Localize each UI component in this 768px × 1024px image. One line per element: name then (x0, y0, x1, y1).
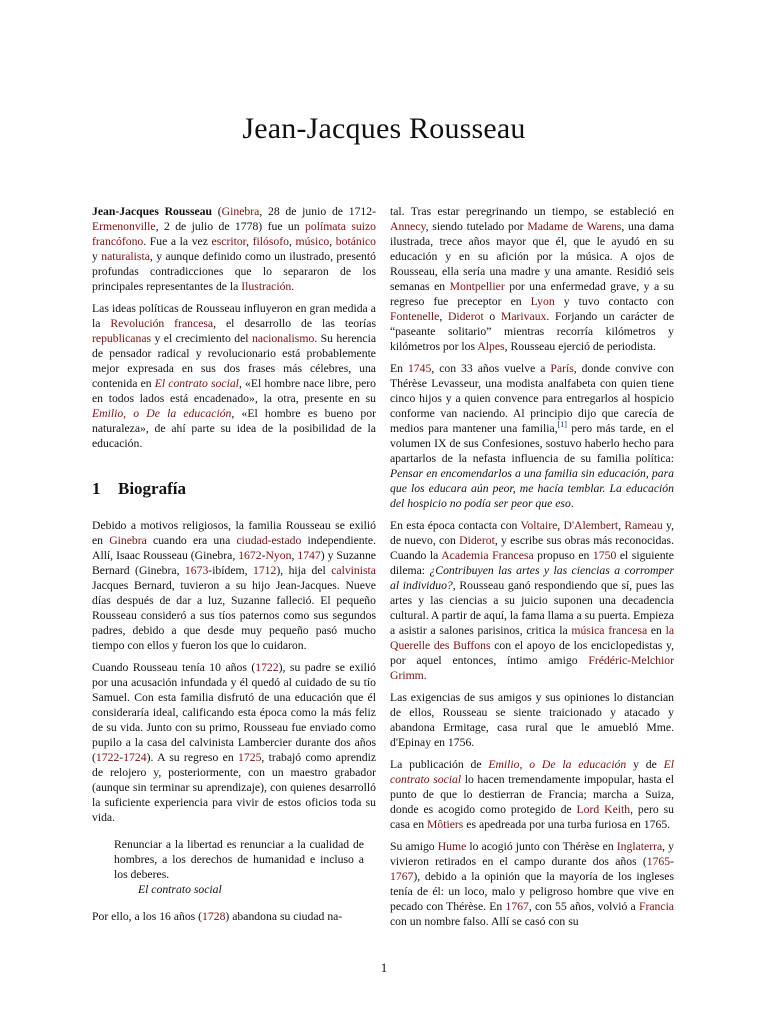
link-inglaterra[interactable]: Inglaterra (616, 840, 663, 853)
biography-paragraph-4: tal. Tras estar peregrinando un tiempo, se estableció en Annecy, siendo tutelado por Madame de Warens, una dama ilustrada, trece años mayor que él, que le ayudó en su educación y en su afición por la música. A ojos de Rousseau, ella sería una madre y una amante. Residió seis semanas en Montpellier por una enfermedad grave, y a su regreso fue preceptor en Lyon y tuvo contacto con Fontenelle, Diderot o Marivaux. Forjando un carácter de “paseante solitario” mientras recorría kilómetros y kilómetros por los Alpes, Rousseau ejerció de periodista. (390, 205, 675, 353)
link-1767[interactable]: 1767 (390, 870, 414, 883)
dilema-question: ¿Contribuyen las artes y las ciencias a corromper al individuo? (390, 564, 674, 592)
link-1747[interactable]: 1747 (297, 549, 321, 562)
link-musico[interactable]: músico (295, 235, 330, 248)
link-1767-b[interactable]: 1767 (505, 900, 529, 913)
link-paris[interactable]: París (550, 362, 574, 375)
link-1724[interactable]: 1724 (123, 751, 147, 764)
link-contrato-social[interactable]: El contrato social (154, 377, 239, 390)
link-emilio[interactable]: Emilio, o De la educación (92, 407, 232, 420)
quote-text: Renunciar a la libertad es renunciar a la cualidad de hombres, a los derechos de humanidad e incluso a los deberes. (114, 838, 364, 881)
link-ginebra[interactable]: Ginebra (221, 205, 260, 218)
link-nacionalismo[interactable]: nacionalismo (251, 332, 315, 345)
link-calvinista[interactable]: calvinista (331, 564, 376, 577)
block-quote (114, 837, 364, 897)
link-1750[interactable]: 1750 (592, 549, 617, 562)
link-1672[interactable]: 1672 (238, 549, 262, 562)
right-column (390, 204, 674, 936)
link-fontenelle[interactable]: Fontenelle (390, 310, 440, 323)
link-ginebra-2[interactable]: Ginebra (109, 534, 147, 547)
link-1745[interactable]: 1745 (407, 362, 432, 375)
page-title: Jean-Jacques Rousseau (242, 112, 526, 145)
link-madame-de-warens[interactable]: Madame de Warens (527, 220, 622, 233)
link-botanico[interactable]: botánico (335, 235, 377, 248)
biography-paragraph-9: Su amigo Hume lo acogió junto con Thérèse en Inglaterra, y vivieron retirados en el campo durante dos años (1765-1767), debido a la opinión que la mayoría de los ingleses tenía de él: un loco, malo y peligroso hombre que vive en pecado con Thérèse. En 1767, con 55 años, volvió a Francia con un nombre falso. Allí se casó con su (390, 840, 675, 928)
link-voltaire[interactable]: Voltaire (520, 519, 558, 532)
link-1765[interactable]: 1765 (646, 855, 671, 868)
link-academia-francesa[interactable]: Academia Francesa (441, 549, 534, 562)
link-1673[interactable]: 1673 (184, 564, 209, 577)
link-ermenonville[interactable]: Ermenonville (92, 220, 156, 233)
link-annecy[interactable]: Annecy (390, 220, 426, 233)
link-naturalista[interactable]: naturalista (101, 250, 150, 263)
biography-paragraph-2: Cuando Rousseau tenía 10 años (1722), su padre se exilió por una acusación infundada y él quedó al cuidado de su tío Samuel. Con esta familia disfrutó de una educación que él consideraría ideal, calificando esta época como la más feliz de su vida. Junto con su primo, Rousseau fue enviado como pupilo a la casa del calvinista Lambercier durante dos años (1722-1724). A su regreso en 1725, trabajó como aprendiz de relojero y, posteriormente, con un maestro grabador (aunque sin terminar su aprendizaje), con quienes desarrolló la suficiente experiencia para vivir de estos oficios toda su vida. (92, 661, 377, 824)
link-lyon[interactable]: Lyon (530, 295, 555, 308)
link-escritor[interactable]: escritor (211, 235, 247, 248)
link-diderot[interactable]: Diderot (447, 310, 484, 323)
link-musica-francesa[interactable]: música francesa (571, 624, 648, 637)
link-motiers[interactable]: Môtiers (427, 818, 464, 831)
biography-paragraph-8: La publicación de Emilio, o De la educación y de El contrato social lo hacen tremendamente impopular, hasta el punto de que lo destierran de Francia; marcha a Suiza, donde es acogido como protegido de Lord Keith, pero su casa en Môtiers es apedreada por una turba furiosa en 1765. (390, 758, 674, 831)
biography-paragraph-5: En 1745, con 33 años vuelve a París, donde convive con Thérèse Levasseur, una modista analfabeta con quien tiene cinco hijos y a quien convence para entregarlos al hospicio conforme van naciendo. Al principio dijo que carecía de medios para mantener una familia,[1] pero más tarde, en el volumen IX de sus Confesiones, sostuvo haberlo hecho para apartarlos de la nefasta influencia de su familia política: Pensar en encomendarlos a una familia sin educación, para que los educara aún peor, me hacía temblar. La educación del hospicio no podía ser peor que eso. (390, 362, 675, 510)
link-nyon[interactable]: Nyon (265, 549, 292, 562)
link-polimata[interactable]: polímata suizo francófono (92, 220, 376, 248)
page-number: 1 (380, 960, 388, 975)
biography-paragraph-1: Debido a motivos religiosos, la familia Rousseau se exilió en Ginebra cuando era una ciudad-estado independiente. Allí, Isaac Rousseau (Ginebra, 1672-Nyon, 1747) y Suzanne Bernard (Ginebra, 1673-ibídem, 1712), hija del calvinista Jacques Bernard, tuvieron a su hijo Jean-Jacques. Nueve días después de dar a luz, Suzanne falleció. El pequeño Rousseau consideró a sus tíos paternos como sus segundos padres, debido a que desde muy pequeño pasó mucho tiempo con ellos y fueron los que lo cuidaron. (92, 519, 376, 652)
biography-paragraph-3: Por ello, a los 16 años (1728) abandona su ciudad na- (92, 910, 343, 923)
left-column (92, 204, 376, 931)
link-marivaux[interactable]: Marivaux (500, 310, 547, 323)
confesiones-quote: Pensar en encomendarlos a una familia sin educación, para que los educara aún peor, me hacía temblar. La educación del hospicio no podía ser peor que eso (390, 467, 674, 510)
link-1722[interactable]: 1722 (255, 661, 279, 674)
link-alpes[interactable]: Alpes (477, 340, 505, 353)
subject-name: Jean-Jacques Rousseau (92, 205, 213, 218)
link-francia[interactable]: Francia (638, 900, 674, 913)
link-lord-keith[interactable]: Lord Keith (576, 803, 631, 816)
section-heading-biografia: 1 Biografía (92, 479, 186, 498)
quote-source: El contrato social (138, 883, 222, 896)
link-diderot-2[interactable]: Diderot (459, 534, 495, 547)
link-ciudad-estado[interactable]: ciudad-estado (236, 534, 302, 547)
link-revolucion-francesa[interactable]: Revolución francesa (110, 317, 214, 330)
citation-1[interactable]: [1] (557, 420, 567, 430)
ideas-paragraph: Las ideas políticas de Rousseau influyeron en gran medida a la Revolución francesa, el desarrollo de las teorías republicanas y el crecimiento del nacionalismo. Su herencia de pensador radical y revolucionario está probablemente mejor expresada en sus dos frases más célebres, una contenida en El contrato social, «El hombre nace libre, pero en todos lados está encadenado», la otra, presente en su Emilio, o De la educación, «El hombre es bueno por naturaleza», de ahí parte su idea de la posibilidad de la educación. (92, 302, 377, 450)
link-1725[interactable]: 1725 (238, 751, 262, 764)
link-montpellier[interactable]: Montpellier (449, 280, 505, 293)
link-contrato-social-2[interactable]: El contrato social (390, 758, 674, 786)
link-1722-b[interactable]: 1722 (95, 751, 120, 764)
link-querelle-des-buffons[interactable]: la Querelle des Buffons (390, 624, 675, 652)
link-1712[interactable]: 1712 (252, 564, 277, 577)
link-ilustracion[interactable]: Ilustración (241, 280, 292, 293)
link-dalembert[interactable]: D'Alembert (563, 519, 619, 532)
link-hume[interactable]: Hume (437, 840, 467, 853)
link-emilio-2[interactable]: Emilio, o De la educación (488, 758, 627, 771)
biography-paragraph-7: Las exigencias de sus amigos y sus opiniones lo distancian de ellos, Rousseau se siente traicionado y atacado y abandona Ermitage, casa rural que le amuebló Mme. d'Epinay en 1756. (390, 691, 674, 749)
link-rameau[interactable]: Rameau (624, 519, 663, 532)
link-filosofo[interactable]: filósofo (252, 235, 289, 248)
link-republicanas[interactable]: republicanas (92, 332, 152, 345)
biography-paragraph-6: En esta época contacta con Voltaire, D'Alembert, Rameau y, de nuevo, con Diderot, y escribe sus obras más reconocidas. Cuando la Academia Francesa propuso en 1750 el siguiente dilema: ¿Contribuyen las artes y las ciencias a corromper al individuo?, Rousseau ganó respondiendo que sí, pues las artes y las ciencias a su juicio suponen una decadencia cultural. A partir de aquí, la fama llama a su puerta. Empieza a asistir a salones parisinos, critica la música francesa en la Querelle des Buffons con el apoyo de los enciclopedistas y, por aquel entonces, íntimo amigo Frédéric-Melchior Grimm. (390, 519, 675, 682)
link-grimm[interactable]: Frédéric-Melchior Grimm (390, 654, 674, 682)
link-1728[interactable]: 1728 (202, 910, 226, 923)
intro-paragraph: Jean-Jacques Rousseau (Ginebra, 28 de junio de 1712-Ermenonville, 2 de julio de 1778) fue un polímata suizo francófono. Fue a la vez escritor, filósofo, músico, botánico y naturalista, y aunque definido como un ilustrado, presentó profundas contradicciones que lo separaron de los principales representantes de la Ilustración. (92, 205, 377, 293)
